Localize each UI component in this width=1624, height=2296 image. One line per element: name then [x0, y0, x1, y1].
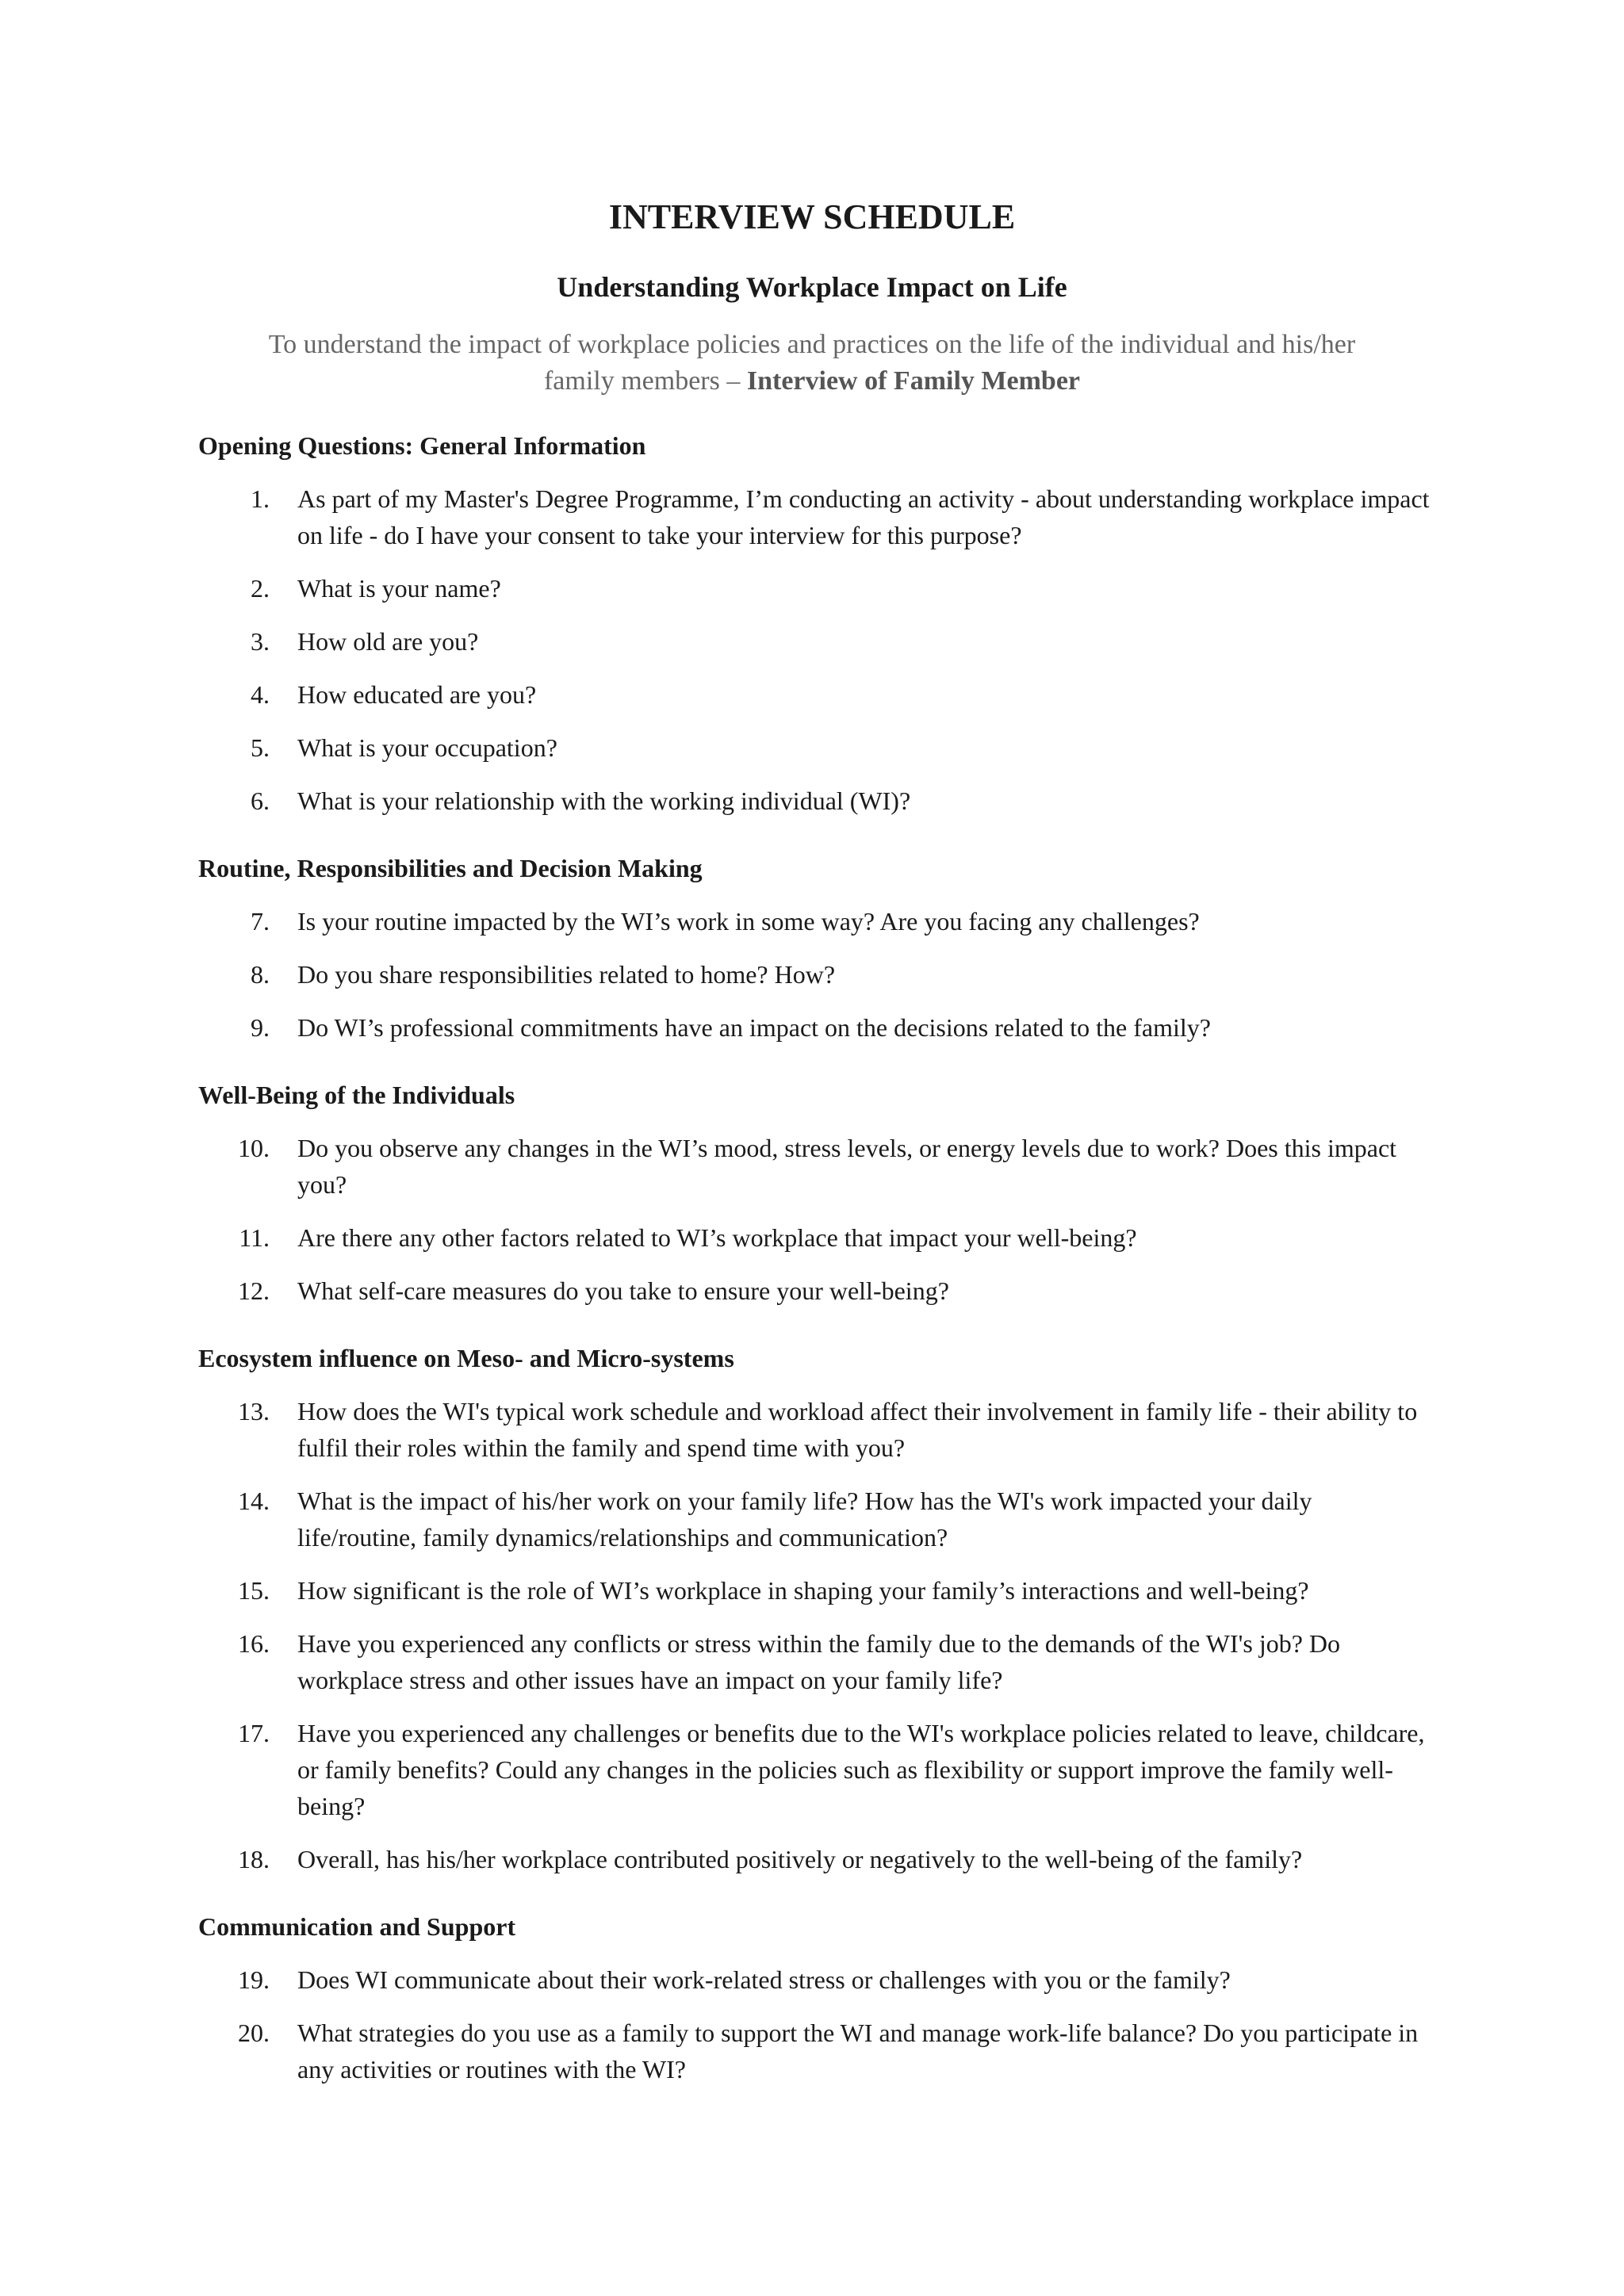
question-item: [198, 1393, 1435, 1466]
question-list: [198, 1961, 1435, 2087]
question-text: Have you experienced any challenges or benefits due to the WI's workplace policies related to leave, childcare, or family benefits? Could any changes in the policies such as flexibility or support improve the family well-being?: [297, 1719, 1425, 1820]
question-number: 15.: [238, 1576, 270, 1605]
question-item: [198, 480, 1435, 553]
question-text: Do you observe any changes in the WI’s mood, stress levels, or energy levels due to work? Does this impact you?: [297, 1134, 1397, 1199]
question-text: Does WI communicate about their work-related stress or challenges with you or the family?: [297, 1965, 1231, 1994]
question-item: [198, 623, 1435, 660]
question-number: 8.: [251, 960, 270, 989]
section-heading: Opening Questions: General Information: [198, 431, 646, 460]
question-item: [198, 2015, 1435, 2087]
question-number: 11.: [239, 1223, 270, 1252]
question-text: As part of my Master's Degree Programme, I’m conducting an activity - about understanding workplace impact on life - do I have your consent to take your interview for this purpose?: [297, 484, 1430, 549]
question-number: 9.: [251, 1013, 270, 1042]
question-item: [198, 1009, 1435, 1046]
question-item: [198, 729, 1435, 766]
question-item: [198, 1961, 1435, 1998]
question-text: What is your occupation?: [297, 733, 557, 762]
question-text: What is your relationship with the working individual (WI)?: [297, 786, 911, 815]
question-item: [198, 783, 1435, 819]
question-text: What is your name?: [297, 574, 501, 603]
document-title: INTERVIEW SCHEDULE: [608, 197, 1016, 236]
document-purpose: [257, 327, 1367, 400]
question-number: 18.: [238, 1845, 270, 1873]
question-item: [198, 1219, 1435, 1256]
question-item: [198, 1483, 1435, 1556]
question-text: What strategies do you use as a family to support the WI and manage work-life balance? Do you participate in any activities or routines with the WI?: [297, 2019, 1419, 2084]
question-text: Overall, has his/her workplace contributed positively or negatively to the well-being of the family?: [297, 1845, 1303, 1873]
question-item: [198, 1130, 1435, 1203]
question-text: How old are you?: [297, 627, 479, 656]
question-number: 20.: [238, 2019, 270, 2047]
question-sections: [198, 430, 1435, 2121]
question-text: Have you experienced any conflicts or stress within the family due to the demands of the WI's job? Do workplace stress and other issues have an impact on your family life?: [297, 1629, 1341, 1694]
question-item: [198, 903, 1435, 939]
question-number: 12.: [238, 1276, 270, 1305]
question-list: [198, 480, 1435, 819]
question-item: [198, 1572, 1435, 1609]
question-number: 10.: [238, 1134, 270, 1162]
question-item: [198, 1841, 1435, 1877]
question-number: 1.: [251, 484, 270, 513]
question-text: How educated are you?: [297, 680, 537, 709]
question-text: How does the WI's typical work schedule and workload affect their involvement in family life - their ability to fulfil their roles within the family and spend time with you?: [297, 1397, 1418, 1462]
section-heading: Well-Being of the Individuals: [198, 1081, 515, 1109]
question-list: [198, 903, 1435, 1046]
section-heading: Communication and Support: [198, 1912, 516, 1941]
question-number: 3.: [251, 627, 270, 656]
question-item: [198, 676, 1435, 713]
question-number: 17.: [238, 1719, 270, 1747]
purpose-emphasis: Interview of Family Member: [746, 366, 1081, 396]
question-text: How significant is the role of WI’s workplace in shaping your family’s interactions and well-being?: [297, 1576, 1309, 1605]
question-text: Is your routine impacted by the WI’s work in some way? Are you facing any challenges?: [297, 907, 1200, 936]
question-item: [198, 1625, 1435, 1698]
question-text: Do you share responsibilities related to home? How?: [297, 960, 836, 989]
section-heading: Ecosystem influence on Meso- and Micro-systems: [198, 1344, 734, 1372]
question-item: [198, 1715, 1435, 1824]
purpose-text: To understand the impact of workplace policies and practices on the life of the individual and his/her family members –: [268, 330, 1356, 396]
question-text: What self-care measures do you take to ensure your well-being?: [297, 1276, 949, 1305]
question-list: [198, 1393, 1435, 1877]
question-number: 6.: [251, 786, 270, 815]
question-item: [198, 956, 1435, 993]
question-list: [198, 1130, 1435, 1309]
question-item: [198, 1272, 1435, 1309]
document-subtitle: Understanding Workplace Impact on Life: [557, 271, 1067, 303]
question-number: 13.: [238, 1397, 270, 1425]
question-item: [198, 570, 1435, 607]
question-number: 7.: [251, 907, 270, 936]
question-text: Are there any other factors related to WI’s workplace that impact your well-being?: [297, 1223, 1137, 1252]
question-number: 2.: [251, 574, 270, 603]
question-number: 16.: [238, 1629, 270, 1658]
question-number: 4.: [251, 680, 270, 709]
question-text: Do WI’s professional commitments have an impact on the decisions related to the family?: [297, 1013, 1211, 1042]
section-heading: Routine, Responsibilities and Decision Making: [198, 854, 703, 882]
question-number: 19.: [238, 1965, 270, 1994]
question-number: 14.: [238, 1487, 270, 1515]
question-text: What is the impact of his/her work on your family life? How has the WI's work impacted your daily life/routine, family dynamics/relationships and communication?: [297, 1487, 1312, 1552]
question-number: 5.: [251, 733, 270, 762]
